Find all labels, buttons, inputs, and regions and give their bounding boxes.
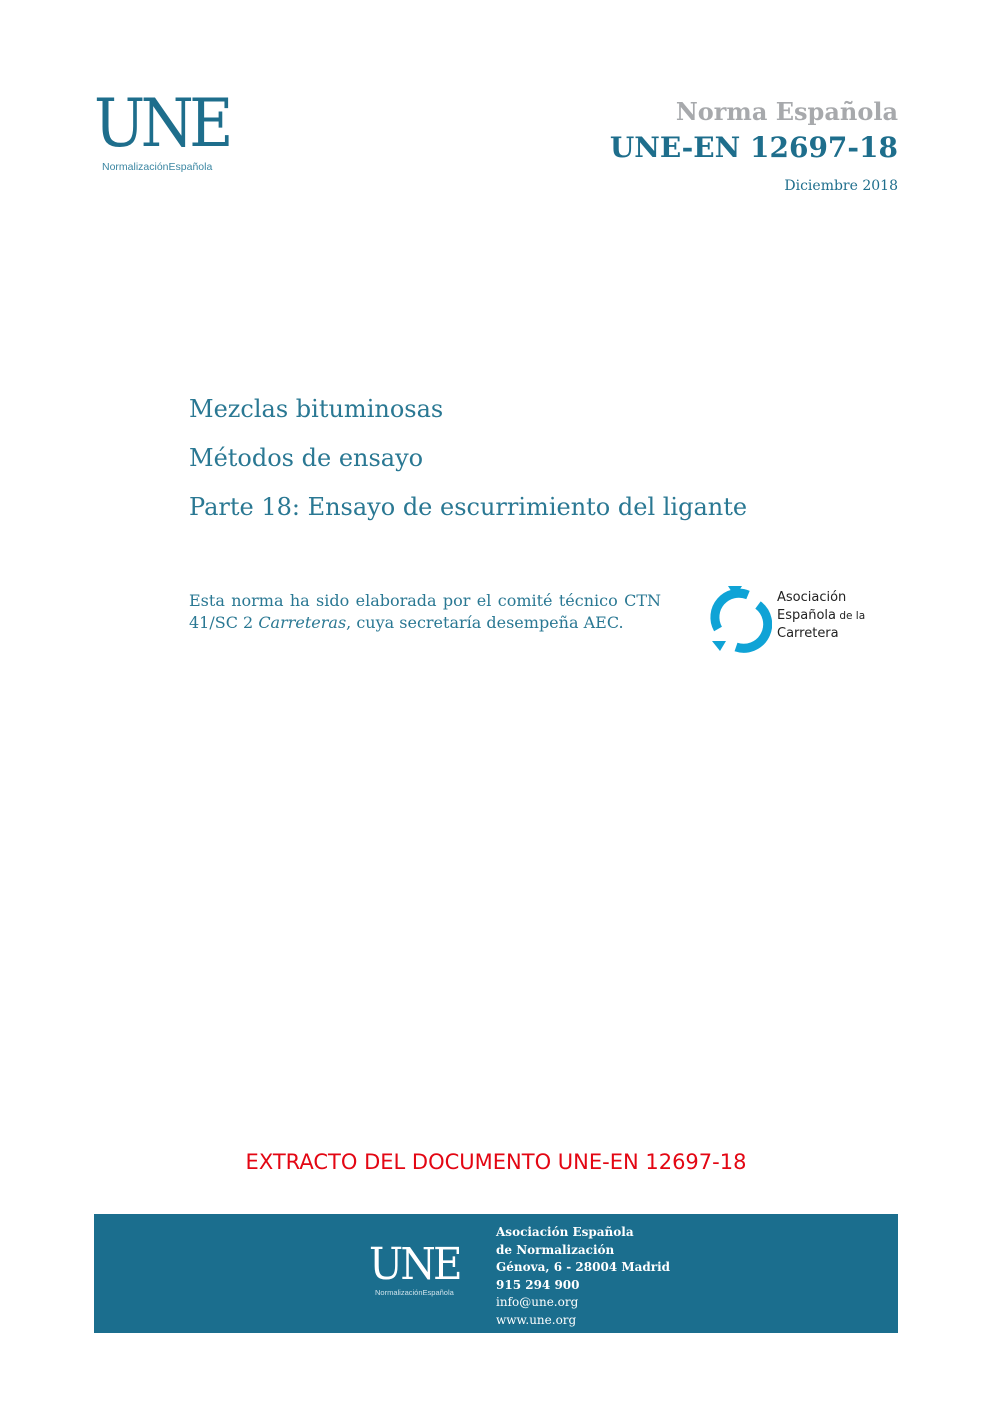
committee-text-after: , cuya secretaría desempeña AEC.	[346, 613, 624, 632]
aec-line-2-main: Española	[777, 608, 836, 623]
une-logo-text: UNE	[94, 85, 229, 162]
une-logo-subtitle: NormalizaciónEspañola	[102, 161, 213, 173]
footer-une-logo	[369, 1239, 468, 1297]
address-line-2: de Normalización	[496, 1242, 615, 1257]
address-line-1: Asociación Española	[496, 1225, 634, 1239]
title-line-1: Mezclas bituminosas	[189, 395, 444, 423]
une-logo	[94, 85, 244, 183]
phone-number: 915 294 900	[496, 1277, 580, 1292]
committee-text-before: Esta norma ha sido elaborada por el comité técnico CTN 41/SC 2	[189, 591, 661, 632]
footer-band	[94, 1214, 898, 1333]
footer-logo-subtitle: NormalizaciónEspañola	[375, 1288, 454, 1297]
publication-date: Diciembre 2018	[784, 178, 898, 194]
aec-line-3: Carretera	[777, 626, 839, 641]
document-titles	[189, 385, 747, 532]
aec-mark-icon	[708, 583, 772, 655]
norma-label: Norma Española	[675, 97, 898, 126]
aec-logo	[708, 583, 888, 658]
aec-name	[777, 589, 865, 643]
aec-line-2-small: de la	[835, 610, 866, 622]
email-link[interactable]: info@une.org	[496, 1295, 579, 1309]
standard-code: UNE-EN 12697-18	[609, 131, 898, 164]
footer-logo-text: UNE	[369, 1239, 460, 1290]
title-line-3: Parte 18: Ensayo de escurrimiento del ligante	[189, 493, 748, 521]
committee-name: Carreteras	[258, 613, 347, 632]
extract-notice: EXTRACTO DEL DOCUMENTO UNE-EN 12697-18	[245, 1150, 747, 1174]
committee-statement	[189, 590, 661, 634]
document-header	[610, 96, 898, 194]
aec-line-1: Asociación	[777, 590, 847, 605]
website-link[interactable]: www.une.org	[496, 1312, 577, 1327]
footer-address	[496, 1224, 670, 1329]
title-line-2: Métodos de ensayo	[189, 444, 424, 472]
aec-line-2	[777, 607, 865, 625]
address-line-3: Génova, 6 - 28004 Madrid	[496, 1260, 671, 1274]
